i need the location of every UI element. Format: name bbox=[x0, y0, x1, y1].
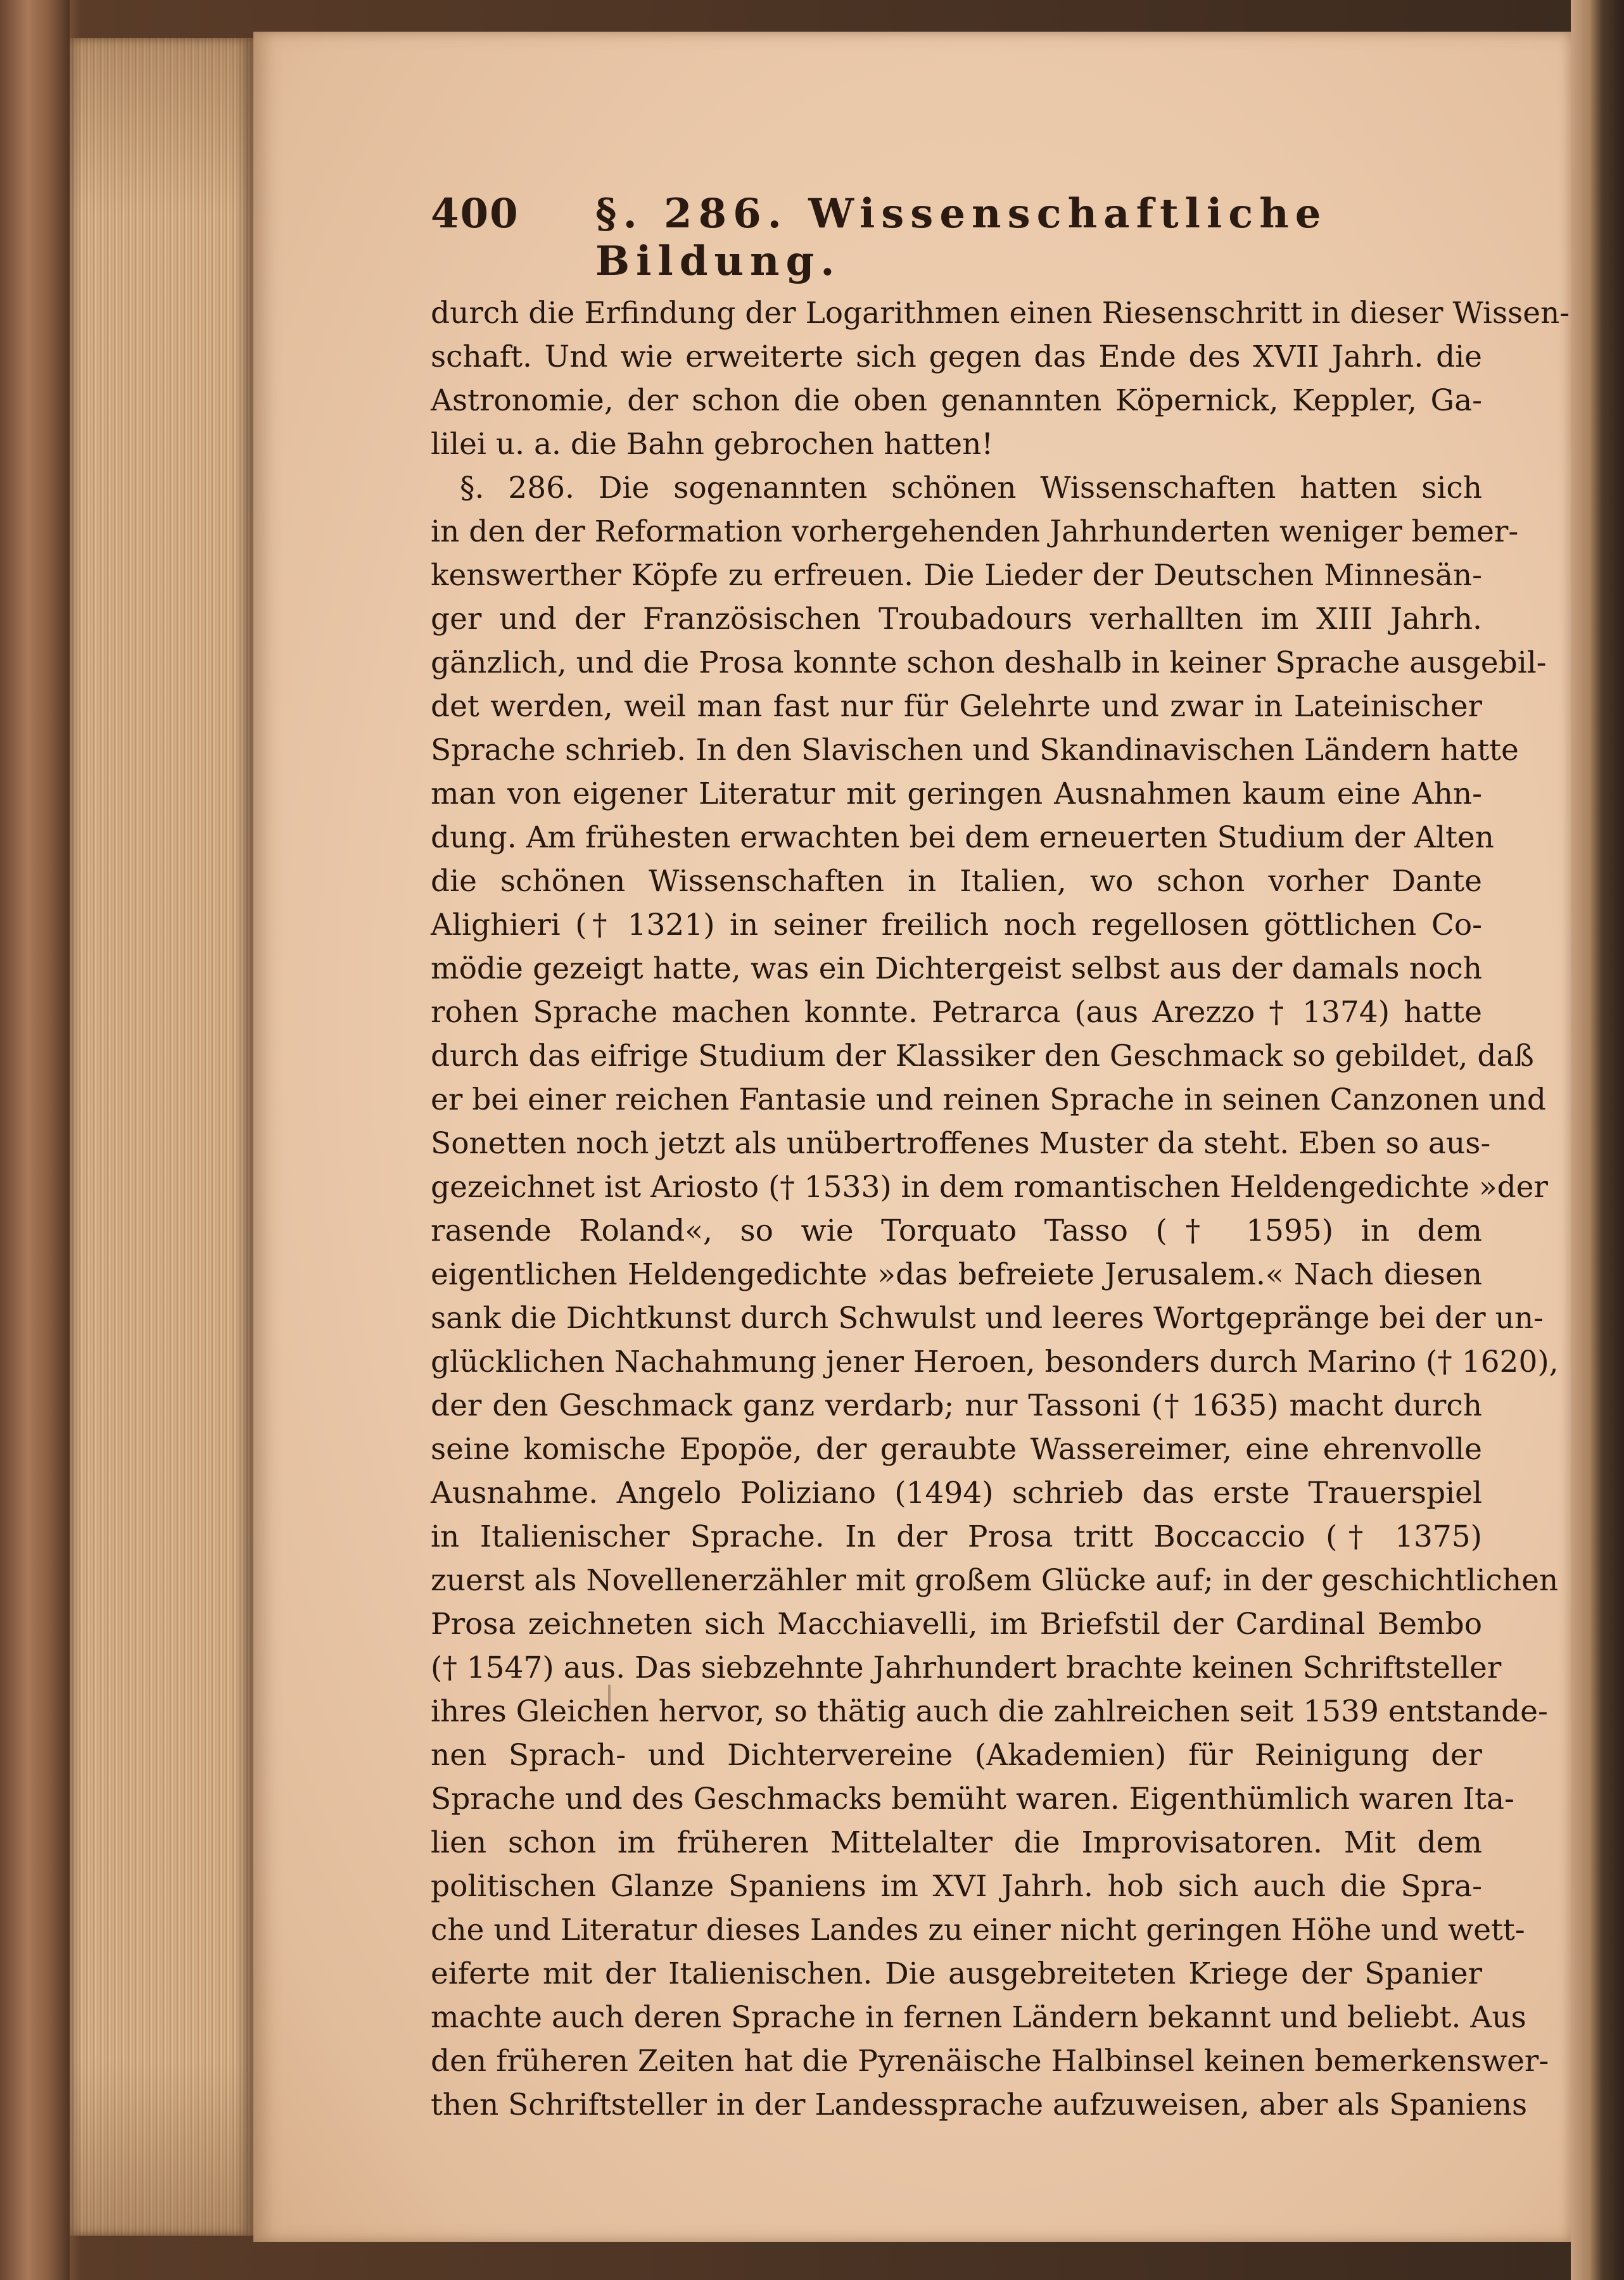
text-line: zuerst als Novellenerzähler mit großem Glücke auf; in der geschichtlichen bbox=[431, 1563, 1559, 1598]
text-line: lien schon im früheren Mittelalter die Improvisatoren. Mit dem bbox=[431, 1825, 1482, 1860]
book-cover-edge bbox=[0, 0, 70, 2280]
text-line: Alighieri († 1321) in seiner freilich noch regellosen göttlichen Co- bbox=[431, 908, 1482, 942]
text-line: man von eigener Literatur mit geringen Ausnahmen kaum eine Ahn- bbox=[431, 776, 1482, 811]
page-edges-stack bbox=[70, 38, 253, 2236]
running-head: §. 286. Wissenschaftliche Bildung. bbox=[595, 190, 1328, 285]
text-line: durch die Erfindung der Logarithmen einen Riesenschritt in dieser Wissen- bbox=[431, 296, 1570, 331]
page-header bbox=[431, 190, 1545, 285]
text-line: gezeichnet ist Ariosto († 1533) in dem romantischen Heldengedichte »der bbox=[431, 1170, 1548, 1205]
body-text bbox=[431, 291, 1570, 2127]
right-page-edge bbox=[1571, 0, 1624, 2280]
book-page bbox=[253, 32, 1571, 2242]
text-line: er bei einer reichen Fantasie und reinen Sprache in seinen Canzonen und bbox=[431, 1082, 1546, 1117]
text-line: († 1547) aus. Das siebzehnte Jahrhundert brachte keinen Schriftsteller bbox=[431, 1650, 1502, 1685]
margin-pencil-mark bbox=[608, 1685, 611, 1710]
text-line: durch das eifrige Studium der Klassiker den Geschmack so gebildet, daß bbox=[431, 1039, 1534, 1074]
text-line: Sprache und des Geschmacks bemüht waren. Eigenthümlich waren Ita- bbox=[431, 1782, 1514, 1816]
text-line: seine komische Epopöe, der geraubte Wassereimer, eine ehrenvolle bbox=[431, 1432, 1482, 1467]
text-line: ger und der Französischen Troubadours verhallten im XIII Jahrh. bbox=[431, 602, 1482, 636]
text-line: der den Geschmack ganz verdarb; nur Tassoni († 1635) macht durch bbox=[431, 1388, 1482, 1423]
text-line: Ausnahme. Angelo Poliziano (1494) schrieb das erste Trauerspiel bbox=[431, 1476, 1482, 1510]
text-line: dung. Am frühesten erwachten bei dem erneuerten Studium der Alten bbox=[431, 820, 1494, 855]
text-line: rasende Roland«, so wie Torquato Tasso († 1595) in dem bbox=[431, 1213, 1482, 1248]
text-line: in den der Reformation vorhergehenden Jahrhunderten weniger bemer- bbox=[431, 514, 1519, 549]
text-line: Astronomie, der schon die oben genannten Köpernick, Keppler, Ga- bbox=[431, 383, 1482, 418]
text-line: nen Sprach- und Dichtervereine (Akademien) für Reinigung der bbox=[431, 1738, 1482, 1773]
text-line: gänzlich, und die Prosa konnte schon deshalb in keiner Sprache ausgebil- bbox=[431, 645, 1547, 680]
text-line: machte auch deren Sprache in fernen Ländern bekannt und beliebt. Aus bbox=[431, 2000, 1526, 2035]
text-line: sank die Dichtkunst durch Schwulst und leeres Wortgepränge bei der un- bbox=[431, 1301, 1544, 1336]
text-line: glücklichen Nachahmung jener Heroen, besonders durch Marino († 1620), bbox=[431, 1345, 1559, 1379]
text-line: lilei u. a. die Bahn gebrochen hatten! bbox=[431, 427, 994, 462]
text-line: Prosa zeichneten sich Macchiavelli, im Briefstil der Cardinal Bembo bbox=[431, 1607, 1482, 1642]
text-line: then Schriftsteller in der Landessprache aufzuweisen, aber als Spaniens bbox=[431, 2087, 1528, 2122]
text-line: politischen Glanze Spaniens im XVI Jahrh. hob sich auch die Spra- bbox=[431, 1869, 1482, 1904]
text-line: che und Literatur dieses Landes zu einer nicht geringen Höhe und wett- bbox=[431, 1913, 1525, 1948]
text-line: mödie gezeigt hatte, was ein Dichtergeist selbst aus der damals noch bbox=[431, 951, 1482, 986]
text-line: eigentlichen Heldengedichte »das befreiete Jerusalem.« Nach diesen bbox=[431, 1257, 1482, 1292]
text-line: eiferte mit der Italienischen. Die ausgebreiteten Kriege der Spanier bbox=[431, 1956, 1482, 1991]
text-line: rohen Sprache machen konnte. Petrarca (aus Arezzo † 1374) hatte bbox=[431, 995, 1482, 1030]
text-line: in Italienischer Sprache. In der Prosa tritt Boccaccio († 1375) bbox=[431, 1519, 1482, 1554]
text-line: kenswerther Köpfe zu erfreuen. Die Lieder der Deutschen Minnesän- bbox=[431, 558, 1482, 593]
page-number: 400 bbox=[431, 190, 519, 238]
text-line: det werden, weil man fast nur für Gelehrte und zwar in Lateinischer bbox=[431, 689, 1482, 724]
text-line: ihres Gleichen hervor, so thätig auch die zahlreichen seit 1539 entstande- bbox=[431, 1694, 1548, 1729]
text-line: schaft. Und wie erweiterte sich gegen das Ende des XVII Jahrh. die bbox=[431, 339, 1482, 374]
text-line: §. 286. Die sogenannten schönen Wissenschaften hatten sich bbox=[460, 471, 1482, 505]
text-line: Sprache schrieb. In den Slavischen und Skandinavischen Ländern hatte bbox=[431, 733, 1519, 768]
text-line: die schönen Wissenschaften in Italien, wo schon vorher Dante bbox=[431, 864, 1482, 899]
text-line: den früheren Zeiten hat die Pyrenäische Halbinsel keinen bemerkenswer- bbox=[431, 2044, 1549, 2079]
text-line: Sonetten noch jetzt als unübertroffenes Muster da steht. Eben so aus- bbox=[431, 1126, 1491, 1161]
